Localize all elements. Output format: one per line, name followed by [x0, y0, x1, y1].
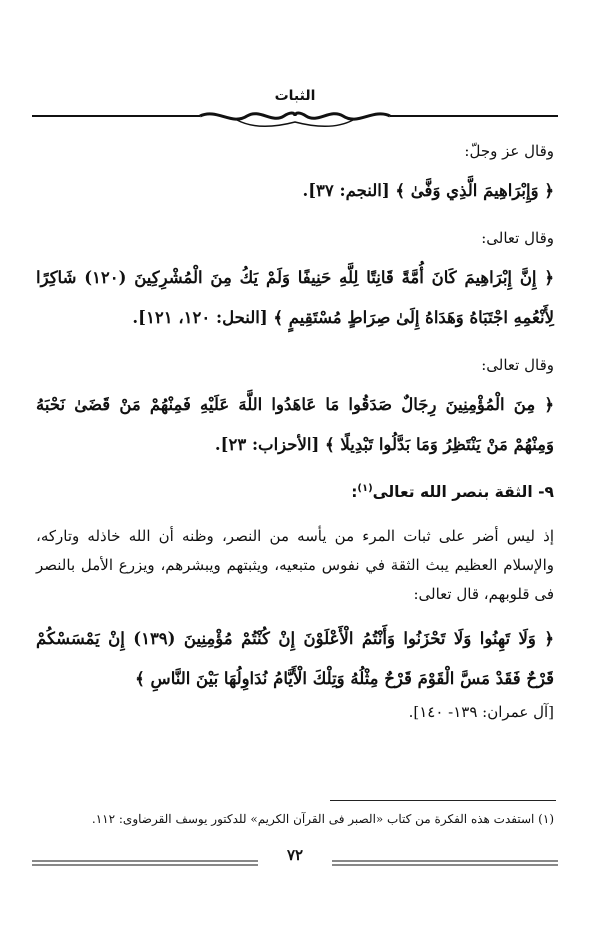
intro-line-1: وقال عز وجلّ:	[464, 142, 554, 160]
section-heading-colon: :	[351, 483, 358, 502]
footnote-separator	[330, 800, 556, 801]
quran-verse-1: ﴿ وَإِبْرَاهِيمَ الَّذِي وَفَّىٰ ﴾ [النجم: ٣٧].	[302, 181, 554, 200]
footnote: (١) استفدت هذه الفكرة من كتاب «الصبر فى القرآن الكريم» للدكتور يوسف القرضاوى: ١١٢.	[91, 812, 554, 826]
header-ornament-divider	[32, 106, 558, 130]
body-paragraph: إذ ليس أضر على ثبات المرء من يأسه من النصر، وظنه أن الله خاذله وتاركه، والإسلام العظيم يبث الثقة في نفوس متبعيه، ويثبتهم ويبشرهم، ويزرع الأمل بالنصر فى قلوبهم، قال تعالى:	[36, 527, 554, 604]
page-number: ٧٢	[286, 846, 304, 864]
section-heading	[36, 475, 554, 506]
quran-verse-3: ﴿ مِنَ الْمُؤْمِنِينَ رِجَالٌ صَدَقُوا مَا عَاهَدُوا اللَّهَ عَلَيْهِ فَمِنْهُمْ مَنْ قَضَىٰ نَحْبَهُ وَمِنْهُمْ مَنْ يَنْتَظِرُ وَمَا بَدَّلُوا تَبْدِيلًا ﴾ [الأحزاب: ٢٣].	[36, 395, 554, 454]
intro-line-3: وقال تعالى:	[481, 356, 554, 374]
section-heading-text: ٩- الثقة بنصر الله تعالى	[372, 483, 554, 502]
main-text	[36, 138, 554, 726]
quran-verse-2: ﴿ إِنَّ إِبْرَاهِيمَ كَانَ أُمَّةً قَانِتًا لِلَّهِ حَنِيفًا وَلَمْ يَكُ مِنَ الْمُشْرِكِينَ (١٢٠) شَاكِرًا لِأَنْعُمِهِ اجْتَبَاهُ وَهَدَاهُ إِلَىٰ صِرَاطٍ مُسْتَقِيمٍ ﴾ [النحل: ١٢٠، ١٢١].	[36, 268, 555, 327]
running-header-title: الثبات	[274, 88, 316, 104]
intro-line-2: وقال تعالى:	[481, 229, 554, 247]
quran-verse-4: ﴿ وَلَا تَهِنُوا وَلَا تَحْزَنُوا وَأَنْتُمُ الْأَعْلَوْنَ إِنْ كُنْتُمْ مُؤْمِنِينَ (١٣٩) إِنْ يَمْسَسْكُمْ قَرْحٌ فَقَدْ مَسَّ الْقَوْمَ قَرْحٌ مِثْلُهُ وَتِلْكَ الْأَيَّامُ نُدَاوِلُهَا بَيْنَ النَّاسِ ﴾	[36, 629, 554, 689]
quran-verse-4-reference: [آل عمران: ١٣٩- ١٤٠].	[408, 703, 554, 722]
footnote-marker: (١)	[357, 483, 373, 494]
